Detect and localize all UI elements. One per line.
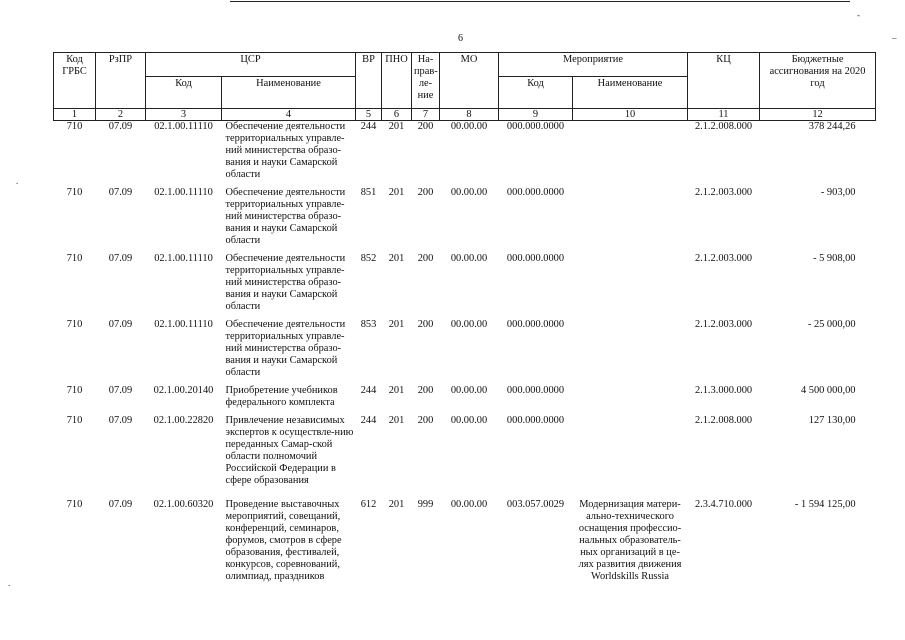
margin-mark: . (8, 578, 11, 588)
cell-kc: 2.1.2.003.000 (694, 186, 753, 198)
cell-name: Привлечение независимых экспертов к осуществле-нию переданных Самар-ской области полномочий Российской Федерации в сфере образования (225, 414, 354, 486)
cell-name: Обеспечение деятельности территориальных управле-ний министерства образо-вания и науки Самарской области (225, 186, 346, 246)
header-pno: ПНО (382, 53, 412, 109)
cell-vr: 851 (360, 186, 377, 198)
cell-name: Приобретение учебников федерального комплекта (225, 384, 338, 408)
cell-mer-name (573, 187, 688, 253)
header-napr: На-прав-ле-ние (412, 53, 440, 109)
cell-napr: 200 (417, 414, 434, 426)
cell-csr: 02.1.00.60320 (153, 498, 214, 510)
cell-pno: 201 (388, 186, 405, 198)
cell-mer-kod: 003.057.0029 (506, 498, 565, 510)
col-number: 6 (382, 109, 412, 121)
cell-name: Обеспечение деятельности территориальных управле-ний министерства образо-вания и науки Самарской области (225, 252, 346, 312)
cell-mo: 00.00.00 (450, 186, 488, 198)
header-mo: МО (440, 53, 499, 109)
cell-napr: 200 (417, 384, 434, 396)
cell-mer-kod: 000.000.0000 (506, 414, 565, 426)
cell-mer-name (573, 121, 688, 187)
cell-rzpr: 07.09 (108, 414, 133, 426)
cell-napr: 999 (417, 498, 434, 510)
cell-mer-kod: 000.000.0000 (506, 121, 565, 132)
margin-mark: . (16, 176, 19, 186)
cell-kc: 2.1.2.008.000 (694, 414, 753, 426)
cell-vr: 244 (360, 121, 377, 132)
cell-grbs: 710 (66, 414, 83, 426)
cell-napr: 200 (417, 252, 434, 264)
col-number: 2 (96, 109, 146, 121)
cell-napr: 200 (417, 318, 434, 330)
col-number: 3 (146, 109, 222, 121)
cell-napr: 200 (417, 121, 434, 132)
cell-kc: 2.1.2.008.000 (694, 121, 753, 132)
cell-grbs: 710 (66, 318, 83, 330)
cell-rzpr: 07.09 (108, 498, 133, 510)
cell-rzpr: 07.09 (108, 318, 133, 330)
cell-grbs: 710 (66, 121, 83, 132)
cell-mer-name (573, 319, 688, 385)
table-row (54, 253, 876, 319)
col-number: 5 (356, 109, 382, 121)
cell-sum: 4 500 000,00 (800, 384, 856, 396)
table-header (54, 53, 876, 121)
cell-kc: 2.3.4.710.000 (694, 498, 753, 510)
cell-pno: 201 (388, 318, 405, 330)
cell-pno: 201 (388, 121, 405, 132)
cell-pno: 201 (388, 498, 405, 510)
cell-napr: 200 (417, 186, 434, 198)
header-mer-name: Наименование (573, 77, 688, 109)
cell-vr: 612 (360, 498, 377, 510)
cell-sum: - 25 000,00 (807, 318, 856, 330)
table-row (54, 415, 876, 499)
col-number: 7 (412, 109, 440, 121)
header-vr: ВР (356, 53, 382, 109)
header-csr: ЦСР (146, 53, 356, 77)
col-number: 10 (573, 109, 688, 121)
column-numbers-row (54, 109, 876, 121)
cell-mer-name (573, 253, 688, 319)
cell-kc: 2.1.2.003.000 (694, 318, 753, 330)
cell-mer-kod: 000.000.0000 (506, 384, 565, 396)
col-number: 4 (222, 109, 356, 121)
header-csr-name: Наименование (222, 77, 356, 109)
cell-pno: 201 (388, 414, 405, 426)
header-kod-grbs: Код ГРБС (54, 53, 96, 109)
table-row (54, 187, 876, 253)
top-rule (230, 1, 850, 2)
cell-name: Проведение выставочных мероприятий, совещаний, конференций, семинаров, форумов, смотров в сфере образования, фестивалей, конкурсов, соревнований, олимпиад, праздников (225, 498, 342, 582)
margin-mark: _ (892, 30, 897, 40)
cell-sum: - 903,00 (820, 186, 856, 198)
cell-mer-name (573, 415, 688, 499)
cell-mo: 00.00.00 (450, 414, 488, 426)
cell-csr: 02.1.00.20140 (153, 384, 214, 396)
cell-csr: 02.1.00.22820 (153, 414, 214, 426)
header-rzpr: РзПР (96, 53, 146, 109)
cell-sum: 378 244,26 (808, 121, 856, 132)
cell-grbs: 710 (66, 384, 83, 396)
cell-kc: 2.1.2.003.000 (694, 252, 753, 264)
header-meropriyatie: Мероприятие (499, 53, 688, 77)
header-kc: КЦ (688, 53, 760, 109)
table-row (54, 385, 876, 415)
cell-grbs: 710 (66, 186, 83, 198)
cell-mer-name: Модернизация матери-ально-технического оснащения профессио-нальных образователь-ных организаций в це-лях развития движения Worldskills Russia (578, 498, 682, 582)
cell-mo: 00.00.00 (450, 318, 488, 330)
cell-name: Обеспечение деятельности территориальных управле-ний министерства образо-вания и науки Самарской области (225, 318, 346, 378)
cell-rzpr: 07.09 (108, 121, 133, 132)
col-number: 12 (760, 109, 876, 121)
cell-mer-kod: 000.000.0000 (506, 318, 565, 330)
cell-sum: 127 130,00 (808, 414, 856, 426)
cell-mer-kod: 000.000.0000 (506, 252, 565, 264)
cell-mo: 00.00.00 (450, 384, 488, 396)
cell-sum: - 5 908,00 (813, 252, 856, 264)
margin-mark: - (857, 10, 860, 20)
cell-pno: 201 (388, 252, 405, 264)
cell-csr: 02.1.00.11110 (154, 252, 213, 264)
cell-vr: 244 (360, 384, 377, 396)
budget-table (53, 52, 876, 589)
cell-mo: 00.00.00 (450, 252, 488, 264)
cell-rzpr: 07.09 (108, 186, 133, 198)
header-csr-kod: Код (146, 77, 222, 109)
cell-vr: 244 (360, 414, 377, 426)
cell-csr: 02.1.00.11110 (154, 121, 213, 132)
header-mer-kod: Код (499, 77, 573, 109)
cell-mer-name (573, 385, 688, 415)
cell-mo: 00.00.00 (450, 498, 488, 510)
cell-grbs: 710 (66, 252, 83, 264)
table-body (54, 121, 876, 589)
col-number: 11 (688, 109, 760, 121)
header-budget: Бюджетные ассигнования на 2020 год (760, 53, 876, 109)
table-row (54, 121, 876, 187)
cell-grbs: 710 (66, 498, 83, 510)
table-row (54, 499, 876, 589)
cell-mo: 00.00.00 (450, 121, 488, 132)
cell-rzpr: 07.09 (108, 252, 133, 264)
cell-mer-kod: 000.000.0000 (506, 186, 565, 198)
col-number: 9 (499, 109, 573, 121)
col-number: 8 (440, 109, 499, 121)
cell-sum: - 1 594 125,00 (794, 498, 856, 510)
col-number: 1 (54, 109, 96, 121)
cell-vr: 852 (360, 252, 377, 264)
cell-csr: 02.1.00.11110 (154, 318, 213, 330)
cell-rzpr: 07.09 (108, 384, 133, 396)
page-number: 6 (458, 33, 463, 44)
table-row (54, 319, 876, 385)
cell-csr: 02.1.00.11110 (154, 186, 213, 198)
cell-vr: 853 (360, 318, 377, 330)
cell-kc: 2.1.3.000.000 (694, 384, 753, 396)
cell-name: Обеспечение деятельности территориальных управле-ний министерства образо-вания и науки Самарской области (225, 121, 346, 180)
cell-pno: 201 (388, 384, 405, 396)
